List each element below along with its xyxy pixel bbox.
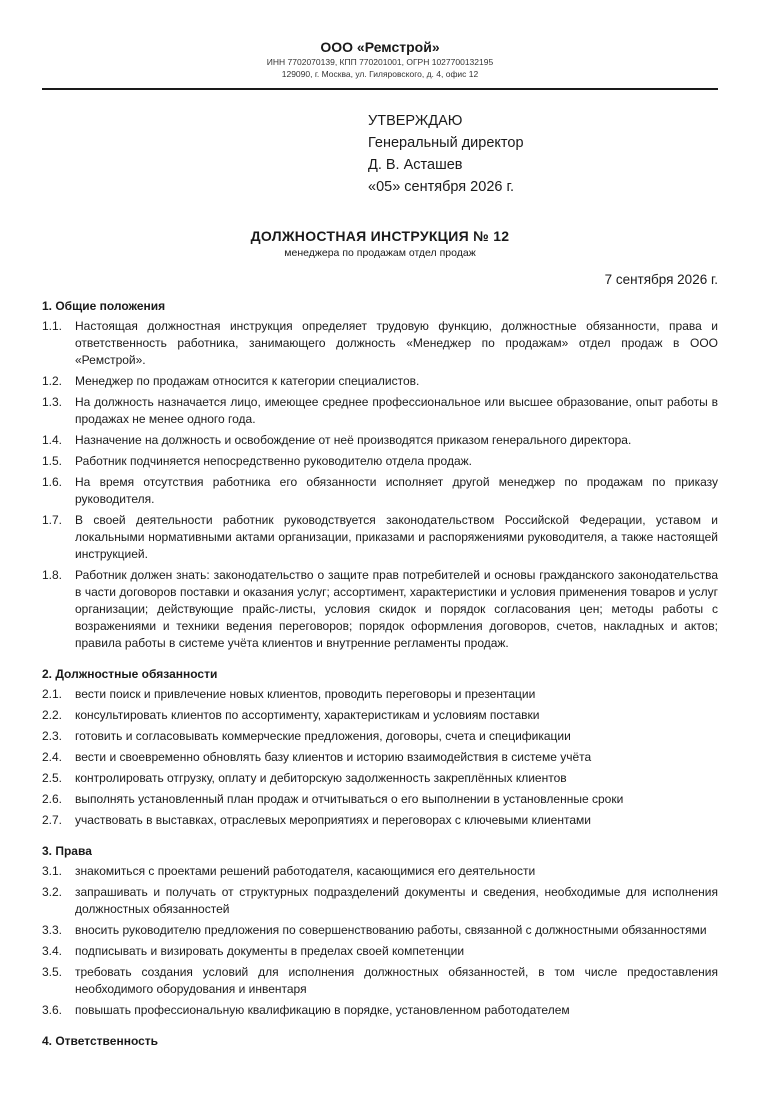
- list-item: [42, 964, 718, 998]
- list-item: [42, 707, 718, 724]
- item-text: участвовать в выставках, отраслевых мероприятиях и переговорах с ключевыми клиентами: [75, 813, 591, 827]
- approval-heading: УТВЕРЖДАЮ: [368, 113, 463, 129]
- item-number: 1.7.: [42, 513, 63, 527]
- item-text: контролировать отгрузку, оплату и дебиторскую задолженность закреплённых клиентов: [75, 771, 567, 785]
- item-text: Настоящая должностная инструкция определяет трудовую функцию, должностные обязанности, права и ответственность работника, занимающего должность «Менеджер по продажам» отдел продаж в ООО «Ремстрой».: [75, 319, 718, 367]
- item-number: 2.3.: [42, 729, 63, 743]
- item-number: 2.5.: [42, 771, 63, 785]
- list-item: [42, 373, 718, 390]
- item-number: 1.6.: [42, 475, 63, 489]
- item-text: требовать создания условий для исполнения должностных обязанностей, в том числе предоставления необходимого оборудования и инвентаря: [75, 965, 718, 996]
- item-number: 1.1.: [42, 319, 63, 333]
- item-text: На должность назначается лицо, имеющее среднее профессиональное или высшее образование, опыт работы в продажах не менее одного года.: [75, 395, 718, 426]
- item-text: консультировать клиентов по ассортименту, характеристикам и условиям поставки: [75, 708, 540, 722]
- organization-address: 129090, г. Москва, ул. Гиляровского, д. 4, офис 12: [281, 69, 479, 79]
- item-text: Работник подчиняется непосредственно руководителю отдела продаж.: [75, 454, 473, 468]
- organization-name: ООО «Ремстрой»: [320, 39, 440, 55]
- item-number: 2.4.: [42, 750, 63, 764]
- item-text: выполнять установленный план продаж и отчитываться о его выполнении в установленные сроки: [75, 792, 624, 806]
- section-title: 2. Должностные обязанности: [42, 667, 218, 681]
- item-number: 3.1.: [42, 864, 63, 878]
- section-title: 1. Общие положения: [42, 299, 166, 313]
- approver-name: Д. В. Асташев: [368, 157, 463, 173]
- section-title: 4. Ответственность: [42, 1034, 159, 1048]
- list-item: [42, 453, 718, 470]
- list-item: [42, 812, 718, 829]
- organization-header: [42, 0, 718, 80]
- item-text: На время отсутствия работника его обязанности исполняет другой менеджер по продажам по приказу руководителя.: [75, 475, 718, 506]
- item-text: подписывать и визировать документы в пределах своей компетенции: [75, 944, 465, 958]
- item-text: знакомиться с проектами решений работодателя, касающимися его деятельности: [75, 864, 536, 878]
- item-number: 3.4.: [42, 944, 63, 958]
- item-number: 1.3.: [42, 395, 63, 409]
- list-item: [42, 394, 718, 428]
- header-divider: [42, 88, 718, 90]
- item-text: вносить руководителю предложения по совершенствованию работы, связанной с должностными обязанностями: [75, 923, 707, 937]
- item-number: 2.1.: [42, 687, 63, 701]
- item-text: Назначение на должность и освобождение от неё производятся приказом генерального директора.: [75, 433, 632, 447]
- item-number: 2.6.: [42, 792, 63, 806]
- list-item: [42, 863, 718, 880]
- approver-position: Генеральный директор: [368, 135, 524, 151]
- list-item: [42, 749, 718, 766]
- item-number: 3.2.: [42, 885, 63, 899]
- item-text: Менеджер по продажам относится к категории специалистов.: [75, 374, 420, 388]
- list-item: [42, 922, 718, 939]
- organization-requisites: ИНН 7702070139, КПП 770201001, ОГРН 1027700132195: [266, 57, 494, 67]
- list-item: [42, 728, 718, 745]
- item-number: 3.5.: [42, 965, 63, 979]
- document-body: [42, 298, 718, 1049]
- list-item: [42, 474, 718, 508]
- document-title: ДОЛЖНОСТНАЯ ИНСТРУКЦИЯ № 12: [250, 228, 510, 244]
- item-number: 2.2.: [42, 708, 63, 722]
- approval-date: «05» сентября 2026 г.: [368, 179, 515, 195]
- item-number: 1.5.: [42, 454, 63, 468]
- list-item: [42, 318, 718, 369]
- list-item: [42, 686, 718, 703]
- document-page: [42, 0, 718, 1053]
- item-text: В своей деятельности работник руководствуется законодательством Российской Федерации, уставом и локальными нормативными актами организации, приказами и распоряжениями руководителя, а также настоящей инструкцией.: [75, 513, 718, 561]
- item-number: 1.2.: [42, 374, 63, 388]
- item-number: 2.7.: [42, 813, 63, 827]
- approval-block: [368, 110, 718, 198]
- item-number: 3.6.: [42, 1003, 63, 1017]
- document-date: 7 сентября 2026 г.: [604, 272, 718, 287]
- item-text: готовить и согласовывать коммерческие предложения, договоры, счета и спецификации: [75, 729, 571, 743]
- item-text: запрашивать и получать от структурных подразделений документы и сведения, необходимые для исполнения должностных обязанностей: [75, 885, 718, 916]
- item-text: вести и своевременно обновлять базу клиентов и историю взаимодействия в системе учёта: [75, 750, 592, 764]
- list-item: [42, 943, 718, 960]
- document-subtitle: менеджера по продажам отдел продаж: [284, 247, 476, 259]
- item-number: 3.3.: [42, 923, 63, 937]
- list-item: [42, 432, 718, 449]
- item-text: Работник должен знать: законодательство о защите прав потребителей и основы гражданского законодательства в части договоров поставки и оказания услуг; ассортимент, характеристики и условия применения товаров и услуг организации; действующие прайс-листы, условия скидок и порядок согласования цен; методы работы с возражениями и техники ведения переговоров; порядок оформления договоров, счетов, накладных и актов; правила работы в системе учёта клиентов и внутренние регламенты продаж.: [75, 568, 718, 650]
- list-item: [42, 791, 718, 808]
- item-number: 1.8.: [42, 568, 63, 582]
- list-item: [42, 770, 718, 787]
- item-number: 1.4.: [42, 433, 63, 447]
- section-title: 3. Права: [42, 844, 92, 858]
- list-item: [42, 512, 718, 563]
- list-item: [42, 1002, 718, 1019]
- list-item: [42, 567, 718, 652]
- item-text: вести поиск и привлечение новых клиентов, проводить переговоры и презентации: [75, 687, 536, 701]
- item-text: повышать профессиональную квалификацию в порядке, установленном работодателем: [75, 1003, 570, 1017]
- list-item: [42, 884, 718, 918]
